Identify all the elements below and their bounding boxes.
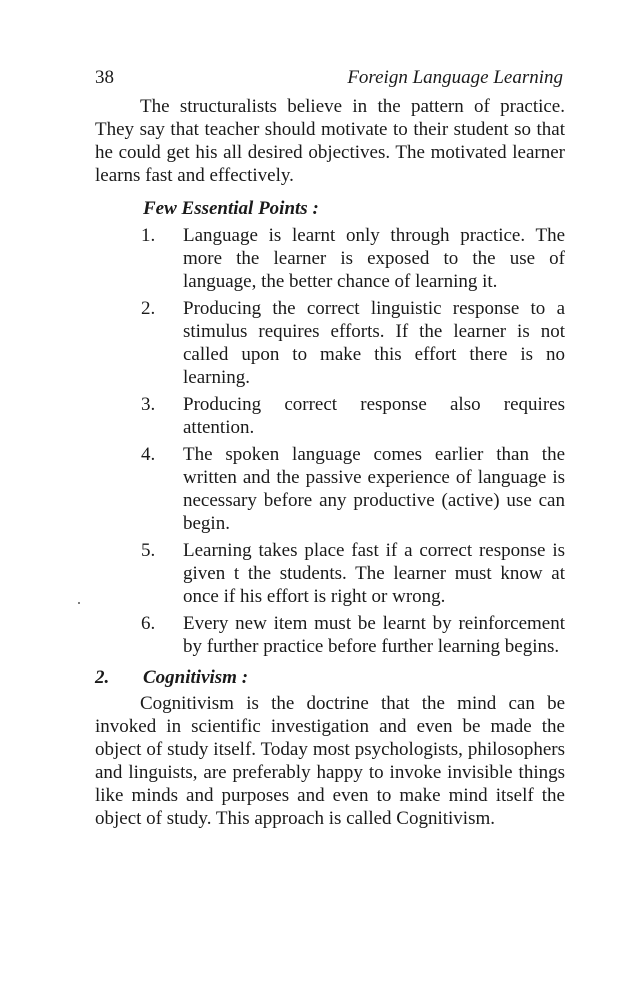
running-title: Foreign Language Learning [347, 67, 563, 88]
section-number: 2. [95, 667, 110, 688]
essential-points-list [95, 224, 565, 658]
list-item [95, 224, 565, 293]
list-item-number: 6. [141, 613, 156, 634]
page-header [95, 66, 563, 92]
points-heading: Few Essential Points : [143, 198, 319, 219]
section-heading [95, 666, 565, 690]
list-item-number: 2. [141, 298, 156, 319]
list-item [95, 297, 565, 389]
list-item-text: Every new item must be learnt by reinforcement by further practice before further learning begins. [183, 613, 565, 657]
list-item [95, 393, 565, 439]
section-title: Cognitivism : [143, 667, 249, 688]
list-item-number: 1. [141, 225, 156, 246]
cognitivism-paragraph: Cognitivism is the doctrine that the mind can be invoked in scientific investigation and even be made the object of study itself. Today most psychologists, philosophers and linguists, are preferably happy to invoke invisible things like minds and purposes and even to make mind itself the object of study. This approach is called Cognitivism. [95, 693, 565, 829]
scan-speck [78, 602, 80, 604]
intro-paragraph: The structuralists believe in the pattern of practice. They say that teacher should motivate to their student so that he could get his all desired objectives. The motivated learner learns fast and effectively. [95, 96, 565, 186]
page-body [95, 95, 565, 830]
list-item [95, 612, 565, 658]
list-item-text: Learning takes place fast if a correct response is given t the students. The learner must know at once if his effort is right or wrong. [183, 540, 565, 607]
list-item-text: The spoken language comes earlier than the written and the passive experience of language is necessary before any productive (active) use can begin. [183, 444, 565, 534]
list-item-number: 3. [141, 394, 156, 415]
list-item-text: Producing the correct linguistic response to a stimulus requires efforts. If the learner is not called upon to make this effort there is no learning. [183, 298, 565, 388]
list-item-text: Language is learnt only through practice. The more the learner is exposed to the use of language, the better chance of learning it. [183, 225, 565, 292]
list-item [95, 539, 565, 608]
list-item-number: 5. [141, 540, 156, 561]
list-item-text: Producing correct response also requires attention. [183, 394, 565, 438]
list-item [95, 443, 565, 535]
list-item-number: 4. [141, 444, 156, 465]
page-number: 38 [95, 67, 114, 88]
